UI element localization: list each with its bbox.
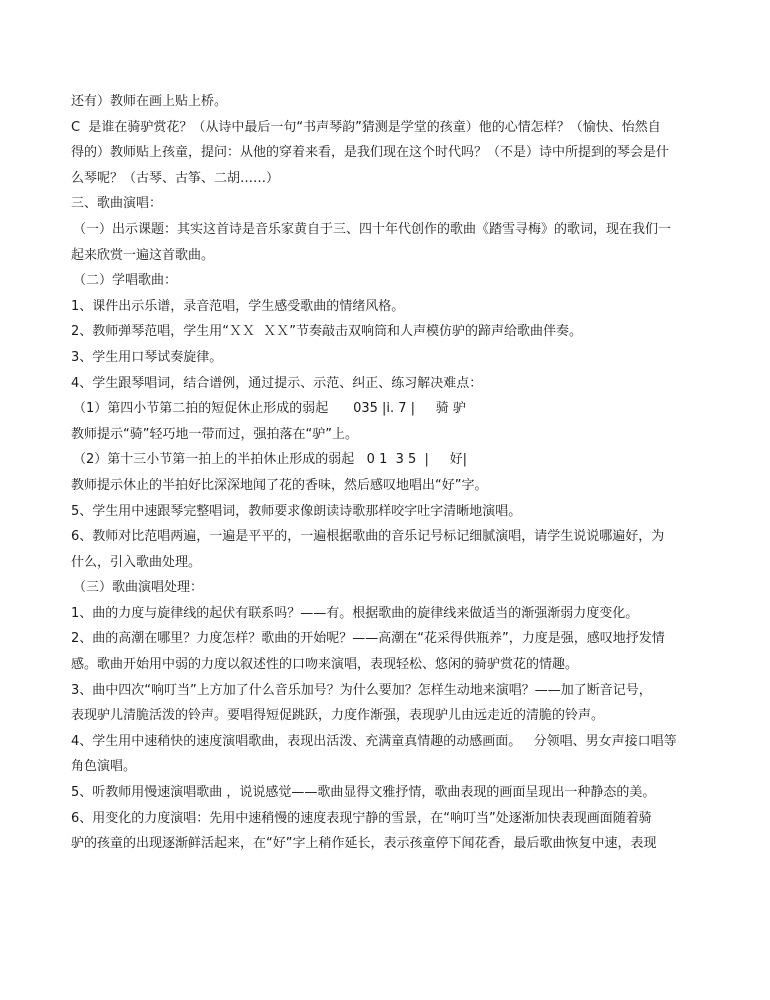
list-item: 2、教师弹琴范唱，学生用“ＸＸ ＸＸ”节奏敲击双响筒和人声模仿驴的蹄声给歌曲伴奏。 [71, 324, 583, 340]
text-line: 还有）教师在画上贴上桥。 [71, 94, 228, 109]
text-line: 表现驴儿清脆活泼的铃声。要唱得短促跳跃，力度作渐强，表现驴儿由远走近的清脆的铃声。 [71, 708, 605, 724]
text-line: 什么，引入歌曲处理。 [71, 554, 202, 570]
list-item: 4、学生跟琴唱词，结合谱例，通过提示、示范、纠正、练习解决难点： [71, 375, 483, 391]
subsection-heading: （三）歌曲演唱处理： [73, 580, 204, 596]
text-line: C 是谁在骑驴赏花？（从诗中最后一句“书声琴韵”猜测是学堂的孩童）他的心情怎样？（愉快、怡然自 [71, 119, 661, 135]
list-item: 5、听教师用慢速演唱歌曲 ，说说感觉——歌曲显得文雅抒情，歌曲表现的画面呈现出一种静态的美。 [71, 785, 656, 801]
list-item: 2、曲的高潮在哪里？力度怎样？歌曲的开始呢？——高潮在“花采得供瓶养”，力度是强，感叹地抒发情 [71, 631, 665, 647]
section-heading: 三、歌曲演唱： [71, 196, 163, 212]
text-line: 得的）教师贴上孩童，提问：从他的穿着来看，是我们现在这个时代吗？（不是）诗中所提到的琴会是什 [71, 145, 670, 161]
text-line: 感。歌曲开始用中弱的力度以叙述性的口吻来演唱，表现轻松、悠闲的骑驴赏花的情趣。 [71, 657, 579, 673]
list-item: 1、课件出示乐谱，录音范唱，学生感受歌曲的情绪风格。 [71, 298, 405, 314]
subsection-heading: （二）学唱歌曲： [73, 273, 178, 289]
text-line: 教师提示休止的半拍好比深深地闻了花的香味，然后感叹地唱出“好”字。 [71, 477, 488, 493]
text-line: 教师提示“骑”轻巧地一带而过，强拍落在“驴”上。 [71, 426, 358, 442]
list-item: 3、曲中四次“响叮当”上方加了什么音乐加号？为什么要加？怎样生动地来演唱？——加了断音记号， [71, 682, 652, 698]
list-item: 6、教师对比范唱两遍，一遍是平平的，一遍根据歌曲的音乐记号标记细腻演唱，请学生说说哪遍好，为 [71, 529, 665, 545]
list-item: 4、学生用中速稍快的速度演唱歌曲，表现出活泼、充满童真情趣的动感画面。 分领唱、男女声接口唱等 [71, 733, 677, 749]
list-item: 5、学生用中速跟琴完整唱词，教师要求像朗读诗歌那样咬字吐字清晰地演唱。 [71, 503, 522, 519]
text-line: （一）出示课题：其实这首诗是音乐家黄自于三、四十年代创作的歌曲《踏雪寻梅》的歌词，现在我们一 [73, 221, 672, 237]
document-body [71, 89, 711, 857]
list-item: （1）第四小节第二拍的短促休止形成的弱起 035 |i. 7 | 骑 驴 [73, 401, 466, 417]
list-item: 6、用变化的力度演唱：先用中速稍慢的速度表现宁静的雪景，在“响叮当”处逐渐加快表现画面随着骑 [71, 810, 652, 826]
list-item: 3、学生用口琴试奏旋律。 [71, 349, 223, 365]
list-item: （2）第十三小节第一拍上的半拍休止形成的弱起 0 1 3 5 | 好| [73, 452, 467, 468]
list-item: 1、曲的力度与旋律线的起伏有联系吗？——有。根据歌曲的旋律线来做适当的渐强渐弱力度变化。 [71, 605, 639, 621]
text-line: 驴的孩童的出现逐渐鲜活起来，在“好”字上稍作延长，表示孩童停下闻花香，最后歌曲恢复中速，表现 [71, 836, 657, 852]
text-line: 么琴呢？（古琴、古筝、二胡……） [71, 170, 280, 186]
text-line: 角色演唱。 [71, 759, 137, 775]
text-line: 起来欣赏一遍这首歌曲。 [71, 247, 215, 263]
